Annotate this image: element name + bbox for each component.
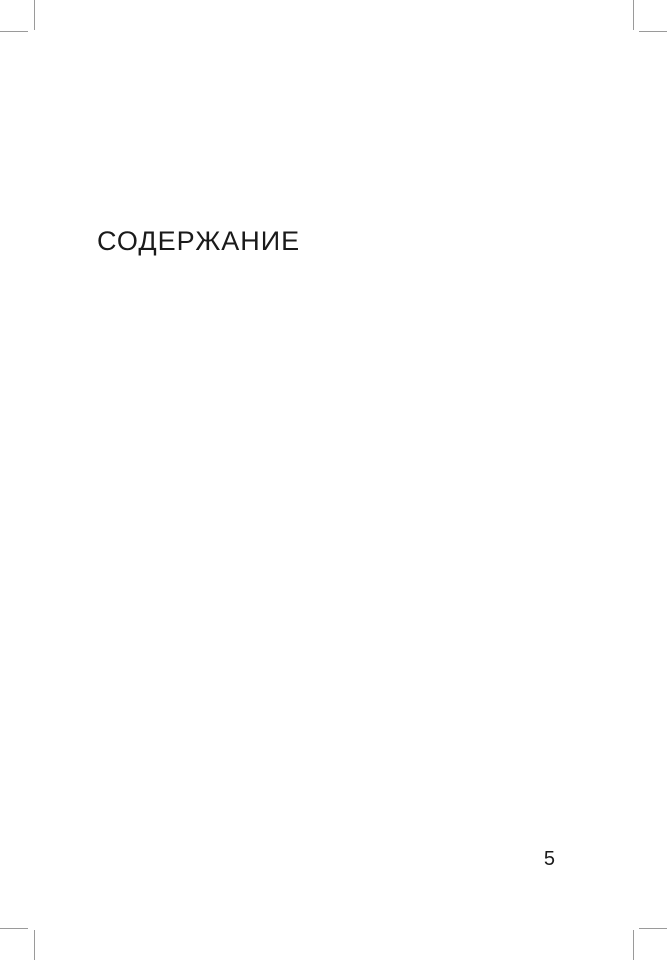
page-title: СОДЕРЖАНИЕ — [97, 226, 301, 257]
crop-mark-top-left — [34, 0, 35, 30]
crop-mark-bottom-right — [633, 930, 634, 960]
crop-mark-bottom-left-h — [0, 928, 28, 929]
crop-mark-bottom-left — [34, 930, 35, 960]
crop-mark-bottom-right-h — [639, 928, 667, 929]
crop-mark-top-right-h — [639, 31, 667, 32]
crop-mark-top-right — [633, 0, 634, 30]
page-number: 5 — [543, 848, 555, 870]
crop-mark-top-left-h — [0, 31, 28, 32]
